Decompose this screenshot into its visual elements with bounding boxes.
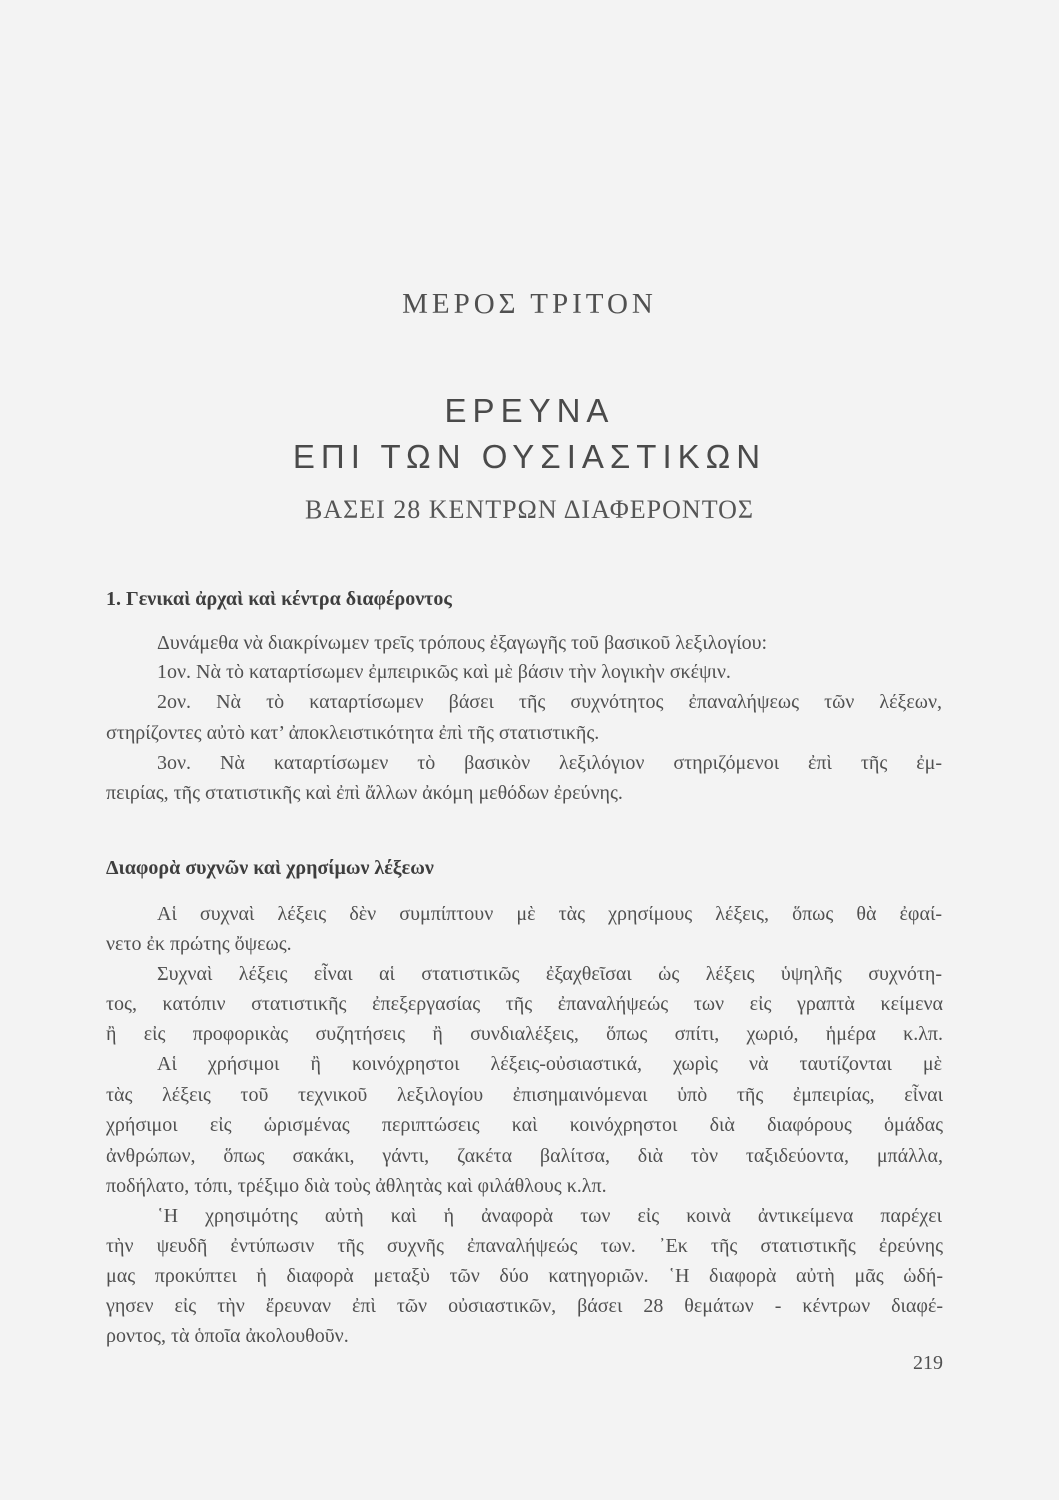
paragraph-line: 2ον. Νὰ τὸ καταρτίσωμεν βάσει τῆς συχνότητος ἐπαναλήψεως τῶν λέξεων, — [157, 691, 942, 713]
paragraph-line: στηρίζοντες αὐτὸ κατ’ ἀποκλειστικότητα ἐπὶ τῆς στατιστικῆς. — [106, 722, 600, 744]
paragraph-line: τὴν ψευδῆ ἐντύπωσιν τῆς συχνῆς ἐπαναλήψεώς των. ᾿Εκ τῆς στατιστικῆς ἐρεύνης — [106, 1235, 943, 1257]
paragraph-line: Συχναὶ λέξεις εἶναι αἱ στατιστικῶς ἐξαχθεῖσαι ὡς λέξεις ὑψηλῆς συχνότη- — [157, 963, 942, 985]
part-title: ΜΕΡΟΣ ΤΡΙΤΟΝ — [402, 288, 657, 320]
paragraph-line: 1ον. Νὰ τὸ καταρτίσωμεν ἐμπειρικῶς καὶ μὲ βάσιν τὴν λογικὴν σκέψιν. — [157, 661, 731, 683]
section-1-heading: 1. Γενικαὶ ἀρχαὶ καὶ κέντρα διαφέροντος — [106, 588, 452, 610]
paragraph-line: 3ον. Νὰ καταρτίσωμεν τὸ βασικὸν λεξιλόγιον στηριζόμενοι ἐπὶ τῆς ἐμ- — [157, 752, 942, 774]
paragraph-line: Αἱ χρήσιμοι ἢ κοινόχρηστοι λέξεις-οὐσιαστικά, χωρὶς νὰ ταυτίζονται μὲ — [157, 1053, 942, 1075]
paragraph-line: ἀνθρώπων, ὅπως σακάκι, γάντι, ζακέτα βαλίτσα, διὰ τὸν ταξιδεύοντα, μπάλλα, — [106, 1145, 943, 1167]
paragraph-line: ποδήλατο, τόπι, τρέξιμο διὰ τοὺς ἀθλητὰς καὶ φιλάθλους κ.λπ. — [106, 1175, 607, 1197]
paragraph-line: ῾Η χρησιμότης αὐτὴ καὶ ἡ ἀναφορὰ των εἰς κοινὰ ἀντικείμενα παρέχει — [157, 1205, 942, 1227]
paragraph-line: γησεν εἰς τὴν ἔρευναν ἐπὶ τῶν οὐσιαστικῶν, βάσει 28 θεμάτων - κέντρων διαφέ- — [106, 1295, 943, 1317]
paragraph-line: ροντος, τὰ ὁποῖα ἀκολουθοῦν. — [106, 1325, 349, 1347]
paragraph-line: Δυνάμεθα νὰ διακρίνωμεν τρεῖς τρόπους ἐξαγωγῆς τοῦ βασικοῦ λεξιλογίου: — [157, 632, 768, 654]
chapter-subtitle: ΒΑΣΕΙ 28 ΚΕΝΤΡΩΝ ΔΙΑΦΕΡΟΝΤΟΣ — [304, 495, 755, 524]
section-2-heading: Διαφορὰ συχνῶν καὶ χρησίμων λέξεων — [106, 857, 434, 879]
paragraph-line: πειρίας, τῆς στατιστικῆς καὶ ἐπὶ ἄλλων ἀκόμη μεθόδων ἐρεύνης. — [106, 782, 623, 804]
page-number: 219 — [913, 1352, 943, 1374]
paragraph-line: χρήσιμοι εἰς ὡρισμένας περιπτώσεις καὶ κοινόχρηστοι διὰ διαφόρους ὁμάδας — [106, 1114, 943, 1136]
chapter-title-line-2: ΕΠΙ ΤΩΝ ΟΥΣΙΑΣΤΙΚΩΝ — [292, 438, 767, 475]
paragraph-line: μας προκύπτει ἡ διαφορὰ μεταξὺ τῶν δύο κατηγοριῶν. ῾Η διαφορὰ αὐτὴ μᾶς ὡδή- — [106, 1265, 943, 1287]
paragraph-line: τος, κατόπιν στατιστικῆς ἐπεξεργασίας τῆς ἐπαναλήψεώς των εἰς γραπτὰ κείμενα — [106, 993, 943, 1015]
paragraph-line: νετο ἐκ πρώτης ὄψεως. — [106, 933, 292, 955]
paragraph-line: τὰς λέξεις τοῦ τεχνικοῦ λεξιλογίου ἐπισημαινόμεναι ὑπὸ τῆς ἐμπειρίας, εἶναι — [106, 1084, 943, 1106]
chapter-title-line-1: ΕΡΕΥΝΑ — [444, 392, 615, 429]
paragraph-line: Αἱ συχναὶ λέξεις δὲν συμπίπτουν μὲ τὰς χρησίμους λέξεις, ὅπως θὰ ἐφαί- — [157, 903, 942, 925]
paragraph-line: ἢ εἰς προφορικὰς συζητήσεις ἢ συνδιαλέξεις, ὅπως σπίτι, χωριό, ἡμέρα κ.λπ. — [106, 1023, 943, 1045]
